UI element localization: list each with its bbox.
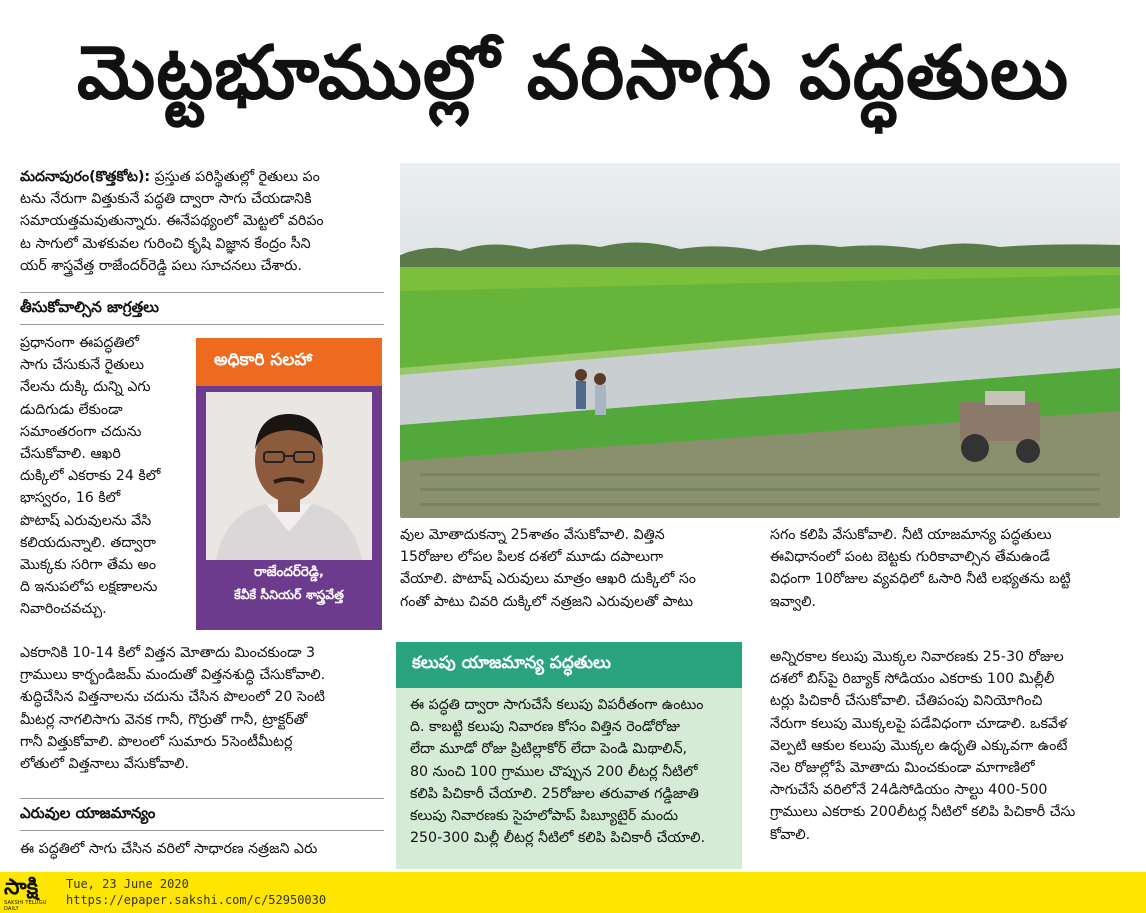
source-url[interactable]: https://epaper.sakshi.com/c/52950030 [66, 893, 327, 907]
advisor-title: కేవీకే సీనియర్ శాస్త్రవేత్త [234, 587, 344, 602]
publication-date: Tue, 23 June 2020 [66, 877, 189, 891]
intro-line: సమాయత్తమవుతున్నారు. ఈనేపథ్యంలో మెట్టలో వరిపం [20, 213, 324, 230]
dateline: మదనాపురం(కొత్తకోట): [20, 169, 151, 185]
precautions-wide-text: ఎకరానికి 10-14 కిలో విత్తన మోతాదు మించకుండా 3 గ్రాములు కార్బండిజమ్ మందుతో విత్తనశుద్ధి చేసుకోవాలి. శుద్ధిచేసిన విత్తనాలను చదును చేసిన పొలంలో 20 సెంటి మీటర్ల నాగలిసాగు వెనక గానీ, గొర్రుతో గానీ, ట్రాక్టర్‌తో గానీ విత్తుకోవాలి. పొలంలో సుమారు 5సెంటీమీటర్ల లోతులో విత్తనాలు వేసుకోవాలి. [20, 645, 326, 773]
advisor-label-band [196, 338, 382, 386]
intro-paragraph [20, 166, 384, 277]
divider [20, 324, 384, 325]
right-column-text-bottom: అన్నిరకాల కలుపు మొక్కల నివారణకు 25-30 రోజుల దశలో బిస్‌పై రిబ్యాక్ సోడియం ఎకరాకు 100 మిల్లీలీ టర్లు పిచికారీ చేసుకోవాలి. చేతిపంపు వినియోగించి నేరుగా కలుపు మొక్కలపై పడేవిధంగా చూడాలి. ఒకవేళ వెల్పటి ఆకుల కలుపు మొక్కల ఉధృతి ఎక్కువగా ఉంటే నెల రోజుల్లోపే మోతాదు మించకుండా మాగాణిలో సాగుచేసే వరిలోనే 24డిసోడియం సాల్టు 400-500 గ్రాములు ఎకరాకు 200లీటర్ల నీటిలో కలిపి పిచికారీ చేసు కోవాలి. [770, 649, 1076, 843]
right-column-text-top: సగం కలిపి వేసుకోవాలి. నీటి యాజమాన్య పద్ధతులు ఈవిధానంలో పంట బెట్టకు గురికావాల్సిన తేమఉండే విధంగా 10రోజుల వ్యవధిలో ఓసారి నీటి లభ్యతను బట్టి ఇవ్వాలి. [770, 527, 1071, 610]
logo-text: సాక్షి [4, 875, 39, 900]
paddy-field-photo [400, 163, 1120, 518]
precautions-narrow-text: ప్రధానంగా ఈపద్ధతిలో సాగు చేసుకునే రైతులు నేలను దుక్కి దున్ని ఎగు డుదిగుడు లేకుండా సమాంతరంగా చదును చేసుకోవాలి. ఆఖరి దుక్కిలో ఎకరాకు 24 కిలో భాస్వరం, 16 కిలో పొటాష్ ఎరువులను వేసి కలియదున్నాలి. తద్వారా మొక్కకు సరిగా తేమ అం ది ఇనుపలోప లక్షణాలను నివారించవచ్చు. [20, 335, 161, 618]
divider [20, 830, 384, 831]
divider [20, 292, 384, 293]
fertilizer-text: ఈ పద్ధతిలో సాగు చేసిన వరిలో సాధారణ నత్రజని ఎరు [20, 841, 318, 857]
intro-line: ట సాగులో మెళకువల గురించి కృషి విజ్ఞాన కేంద్రం సీని [20, 235, 311, 252]
advisor-label: అధికారి సలహా [214, 350, 312, 370]
footer-meta [66, 876, 326, 908]
section-heading-precautions: తీసుకోవాల్సిన జాగ్రత్తలు [20, 298, 159, 316]
weed-management-text: ఈ పద్ధతి ద్వారా సాగుచేసే కలుపు విపరీతంగా ఉంటుం ది. కాబట్టి కలుపు నివారణ కోసం విత్తిన రెండోరోజు లేదా మూడో రోజు ప్రిటిల్లాకోర్ లేదా పెండి మిథాలిన్, 80 నుంచి 100 గ్రాముల చొప్పున 200 లీటర్ల నీటిలో కలిపి పిచికారీ చేయాలి. 25రోజుల తరువాత గడ్డిజాతి కలుపు నివారణకు సైహలోపాప్ పిబ్యూటైర్ మందు 250-300 మిల్లీ లీటర్ల నీటిలో కలిపి పిచికారీ చేయాలి. [410, 697, 706, 847]
divider [20, 798, 384, 799]
intro-line: మదనాపురం(కొత్తకోట): ప్రస్తుత పరిస్థితుల్లో రైతులు పం [20, 169, 320, 185]
intro-line: యర్ శాస్త్రవేత్త రాజేందర్‌రెడ్డి పలు సూచనలు చేశారు. [20, 257, 302, 274]
advisor-card [196, 338, 382, 630]
middle-column-text: వుల మోతాదుకన్నా 25శాతం వేసుకోవాలి. విత్తిన 15రోజుల లోపల పిలక దశలో మూడు దపాలుగా వేయాలి. పొటాష్ ఎరువులు మాత్రం ఆఖరి దుక్కిలో సం గంతో పాటు చివరి దుక్కిలో నత్రజని ఎరువులతో పాటు [400, 527, 696, 610]
sakshi-logo[interactable] [4, 875, 62, 912]
weed-management-heading: కలుపు యాజమాన్య పద్ధతులు [412, 653, 611, 673]
intro-line: టను నేరుగా విత్తుకునే పద్ధతి ద్వారా సాగు చేయడానికి [20, 191, 312, 208]
advisor-portrait [206, 392, 372, 560]
advisor-name: రాజేందర్‌రెడ్డి, [253, 564, 325, 580]
weed-management-heading-band [396, 642, 742, 688]
page-title: మెట్టభూముల్లో వరిసాగు పద్ధతులు [76, 30, 1070, 116]
section-heading-fertilizer: ఎరువుల యాజమాన్యం [20, 804, 156, 822]
logo-subtitle: SAKSHI TELUGU DAILY [4, 900, 47, 912]
